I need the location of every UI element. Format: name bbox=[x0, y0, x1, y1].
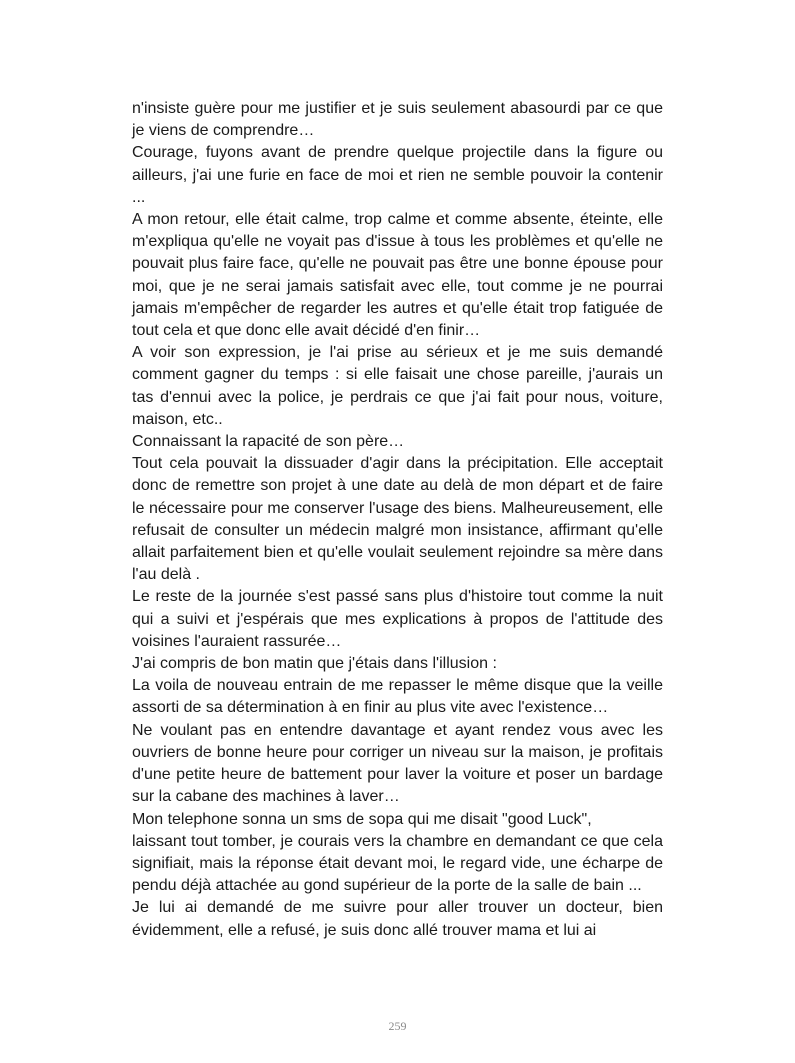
paragraph-13: Je lui ai demandé de me suivre pour aller trouver un docteur, bien évidemment, elle a refusé, je suis donc allé trouver mama et lui ai bbox=[132, 899, 663, 939]
paragraph-10: Ne voulant pas en entendre davantage et ayant rendez vous avec les ouvriers de bonne heure pour corriger un niveau sur la maison, je profitais d'une petite heure de battement pour laver la voiture et poser un bardage sur la cabane des machines à laver… bbox=[132, 721, 663, 806]
paragraph-6: Tout cela pouvait la dissuader d'agir dans la précipitation. Elle acceptait donc de remettre son projet à une date au delà de mon départ et de faire le nécessaire pour me conserver l'usage des biens. Malheureusement, elle refusait de consulter un médecin malgré mon insistance, affirmant qu'elle allait parfaitement bien et qu'elle voulait seulement rejoindre sa mère dans l'au delà . bbox=[132, 455, 663, 584]
paragraph-8: J'ai compris de bon matin que j'étais dans l'illusion : bbox=[132, 655, 497, 673]
body-text bbox=[132, 98, 663, 942]
paragraph-3: A mon retour, elle était calme, trop calme et comme absente, éteinte, elle m'expliqua qu'elle ne voyait pas d'issue à tous les problèmes et qu'elle ne pouvait plus faire face, qu'elle ne pouvait pas être une bonne épouse pour moi, que je ne serai jamais satisfait avec elle, tout comme je ne pourrai jamais m'empêcher de regarder les autres et qu'elle était trop fatiguée de tout cela et que donc elle avait décidé d'en finir… bbox=[132, 211, 663, 340]
paragraph-5: Connaissant la rapacité de son père… bbox=[132, 433, 405, 451]
paragraph-9: La voila de nouveau entrain de me repasser le même disque que la veille assorti de sa détermination à en finir au plus vite avec l'existence… bbox=[132, 677, 663, 717]
paragraph-12: laissant tout tomber, je courais vers la chambre en demandant ce que cela signifiait, mais la réponse était devant moi, le regard vide, une écharpe de pendu déjà attachée au gond supérieur de la porte de la salle de bain ... bbox=[132, 832, 663, 895]
paragraph-2: Courage, fuyons avant de prendre quelque projectile dans la figure ou ailleurs, j'ai une furie en face de moi et rien ne semble pouvoir la contenir ... bbox=[132, 144, 663, 206]
paragraph-4: A voir son expression, je l'ai prise au sérieux et je me suis demandé comment gagner du temps : si elle faisait une chose pareille, j'aurais un tas d'ennui avec la police, je perdrais ce que j'ai fait pour nous, voiture, maison, etc.. bbox=[132, 344, 663, 428]
paragraph-11: Mon telephone sonna un sms de sopa qui me disait "good Luck", bbox=[132, 810, 592, 828]
page-number: 259 bbox=[388, 1019, 407, 1033]
paragraph-7: Le reste de la journée s'est passé sans plus d'histoire tout comme la nuit qui a suivi et j'espérais que mes explications à propos de l'attitude des voisines l'auraient rassurée… bbox=[132, 588, 663, 650]
paragraph-1: n'insiste guère pour me justifier et je suis seulement abasourdi par ce que je viens de comprendre… bbox=[132, 100, 663, 140]
